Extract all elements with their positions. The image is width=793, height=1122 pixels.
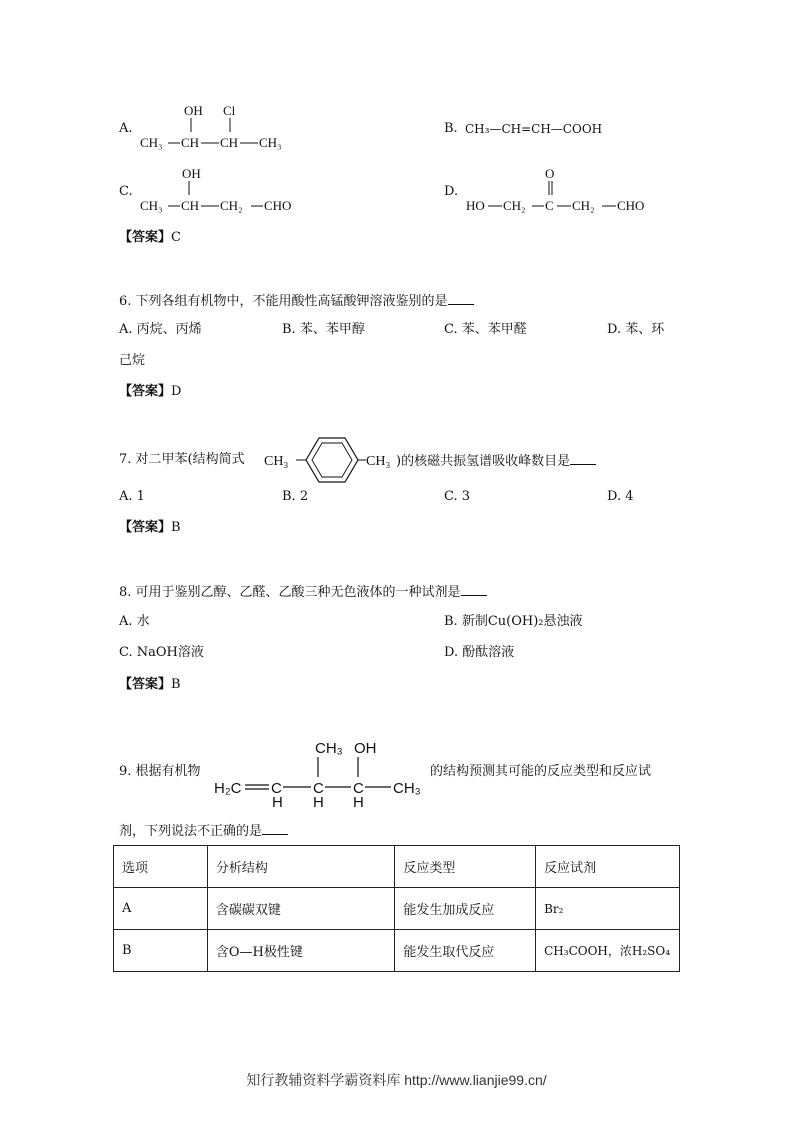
q5-option-d-label: D. — [444, 184, 459, 199]
q7-answer: 【答案】B — [119, 520, 181, 535]
q8-option-c: C. NaOH溶液 — [119, 645, 204, 660]
q5d-c5: CHO — [617, 198, 645, 213]
q9-c1: H₂C — [214, 780, 242, 797]
q5-option-b-label: B. — [444, 121, 458, 136]
q9-structure — [212, 736, 432, 808]
q5a-c2: CH — [181, 135, 200, 150]
q8-blank — [461, 583, 487, 596]
q6-option-d-continuation: 己烷 — [119, 353, 146, 368]
q9-c4: C — [353, 780, 364, 797]
q7-stem-post: )的核磁共振氢谱吸收峰数目是 — [396, 452, 596, 470]
q5c-c2: CH — [181, 198, 200, 213]
q6-option-a: A. 丙烷、丙烯 — [119, 322, 202, 337]
p-xylene-left-ch3: CH₃ — [264, 454, 289, 469]
q5c-c4: CHO — [264, 198, 292, 213]
q5d-c4: CH₂ — [572, 198, 595, 213]
q5d-c3: C — [545, 198, 554, 213]
q9-h3: H — [353, 794, 364, 808]
q6-option-b: B. 苯、苯甲醇 — [282, 322, 365, 337]
q9-stem-post: 的结构预测其可能的反应类型和反应试 — [430, 764, 652, 779]
table-cell: 能发生加成反应 — [395, 888, 536, 930]
q9-top-ch3: CH₃ — [315, 740, 343, 757]
q7-option-b: B. 2 — [282, 489, 309, 504]
q9-stem-pre: 9. 根据有机物 — [119, 764, 201, 779]
q5a-c4: CH₃ — [259, 135, 282, 150]
table-header-row — [114, 846, 680, 888]
q9-c5: CH₃ — [393, 780, 421, 797]
q5-answer: 【答案】C — [119, 230, 181, 245]
table-header-cell: 选项 — [114, 846, 208, 888]
footer-watermark: 知行教辅资料学霸资料库 http://www.lianjie99.cn/ — [246, 1072, 547, 1088]
q8-stem: 8. 可用于鉴别乙醇、乙醛、乙酸三种无色液体的一种试剂是 — [119, 583, 487, 601]
table-row — [114, 930, 680, 972]
q5a-oh: OH — [184, 103, 203, 118]
q6-answer: 【答案】D — [119, 384, 182, 399]
table-header-cell: 分析结构 — [207, 846, 395, 888]
q8-option-a: A. 水 — [119, 614, 150, 629]
q5d-c1: HO — [466, 198, 485, 213]
q5c-c3: CH₂ — [220, 198, 243, 213]
q8-answer: 【答案】B — [119, 677, 181, 692]
q5-option-c-label: C. — [119, 184, 133, 199]
q6-stem: 6. 下列各组有机物中，不能用酸性高锰酸钾溶液鉴别的是 — [119, 292, 474, 310]
table-row — [114, 888, 680, 930]
q7-stem-pre: 7. 对二甲苯(结构简式 — [119, 452, 245, 467]
q5-option-b-formula: CH₃—CH=CH—COOH — [465, 122, 603, 136]
q5-option-c-structure — [138, 163, 308, 219]
q8-option-b: B. 新制Cu(OH)₂悬浊液 — [444, 614, 583, 629]
table-header-cell: 反应类型 — [395, 846, 536, 888]
table-cell: Br₂ — [536, 888, 680, 930]
q5a-cl: Cl — [223, 103, 236, 118]
q5-option-d-structure — [464, 163, 664, 219]
q7-blank — [570, 452, 596, 465]
q9-h2: H — [313, 794, 324, 808]
q9-blank — [262, 822, 288, 835]
q7-option-d: D. 4 — [607, 489, 634, 504]
q5d-c2: CH₂ — [503, 198, 526, 213]
q5c-c1: CH₃ — [140, 198, 163, 213]
table-cell: CH₃COOH，浓H₂SO₄ — [536, 930, 680, 972]
p-xylene-right-ch3: CH₃ — [366, 454, 391, 469]
table-cell: 含O—H极性键 — [207, 930, 395, 972]
q6-option-d: D. 苯、环 — [607, 322, 665, 337]
q5c-oh: OH — [182, 166, 201, 181]
q5-option-a-label: A. — [119, 121, 133, 136]
benzene-ring — [306, 438, 358, 482]
q8-option-d: D. 酚酞溶液 — [444, 645, 515, 660]
q6-option-c: C. 苯、苯甲醛 — [444, 322, 527, 337]
q7-option-c: C. 3 — [444, 489, 471, 504]
q5-option-a-structure — [138, 100, 298, 156]
table-header-cell: 反应试剂 — [536, 846, 680, 888]
q9-stem-continuation: 剂，下列说法不正确的是 — [119, 822, 288, 840]
reaction-table — [113, 845, 680, 972]
q9-top-oh: OH — [354, 740, 377, 757]
q5d-o: O — [545, 166, 555, 181]
q6-blank — [448, 292, 474, 305]
q9-c2: C — [271, 780, 282, 797]
table-cell: 能发生取代反应 — [395, 930, 536, 972]
q5a-c3: CH — [220, 135, 239, 150]
q7-option-a: A. 1 — [119, 489, 145, 504]
table-cell: 含碳碳双键 — [207, 888, 395, 930]
p-xylene-structure — [262, 436, 402, 484]
table-cell: B — [114, 930, 208, 972]
q5a-c1: CH₃ — [140, 135, 163, 150]
table-cell: A — [114, 888, 208, 930]
q9-h1: H — [272, 794, 283, 808]
q9-c3: C — [313, 780, 324, 797]
